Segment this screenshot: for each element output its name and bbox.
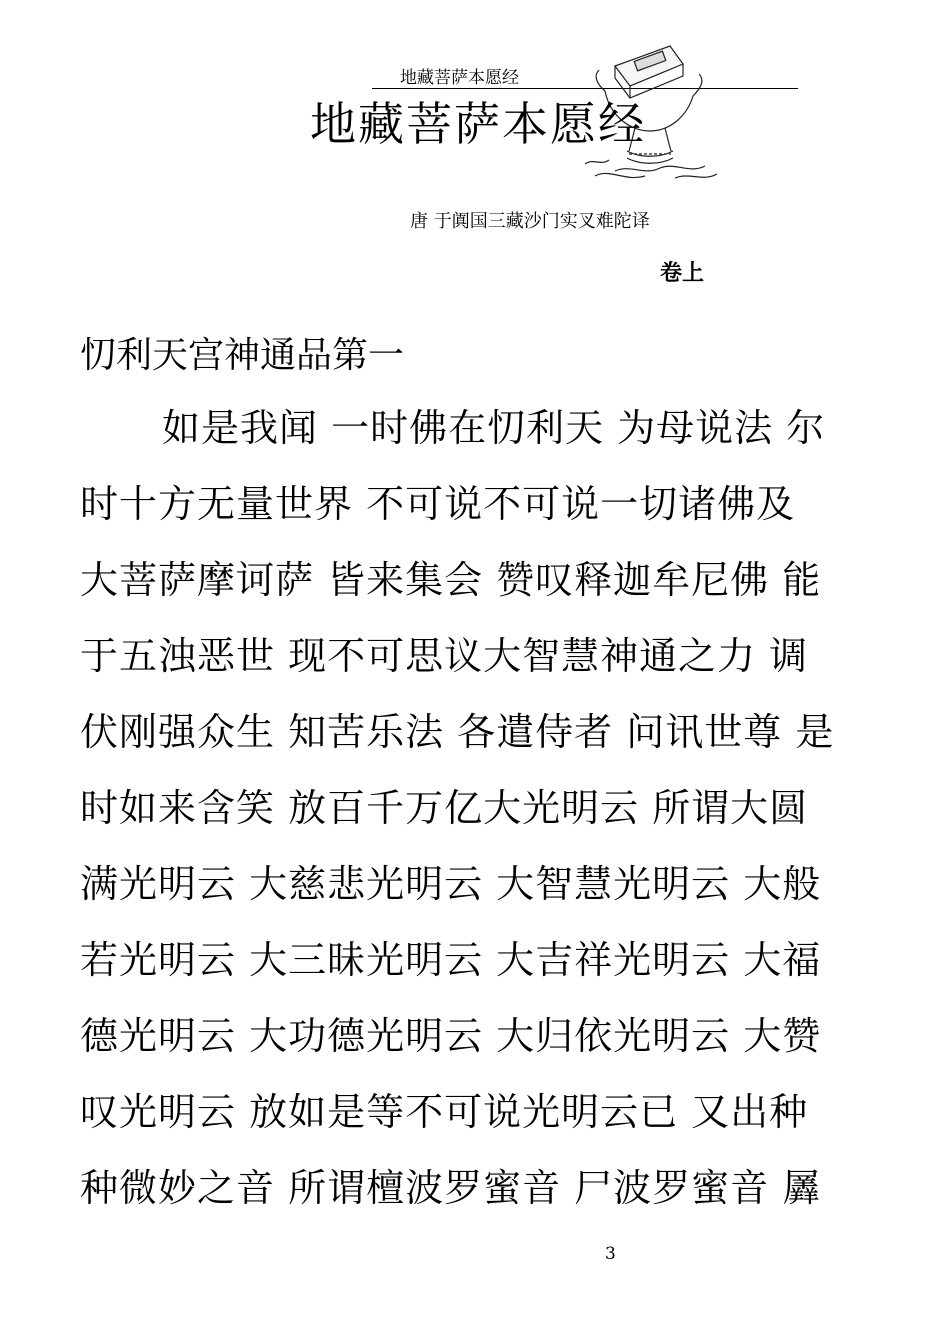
chapter-title: 忉利天宫神通品第一 (80, 335, 405, 376)
page-number: 3 (605, 1244, 616, 1264)
body-line: 大菩萨摩诃萨 皆来集会 赞叹释迦牟尼佛 能 (80, 558, 822, 602)
body-line: 德光明云 大功德光明云 大归依光明云 大赞 (80, 1014, 822, 1058)
body-line: 若光明云 大三昧光明云 大吉祥光明云 大福 (80, 938, 822, 982)
translator-line: 唐 于阗国三藏沙门实叉难陀译 (410, 211, 650, 232)
body-line: 满光明云 大慈悲光明云 大智慧光明云 大般 (80, 862, 822, 906)
sutra-body (80, 398, 875, 1234)
body-line: 时十方无量世界 不可说不可说一切诸佛及 (80, 482, 796, 526)
body-line: 伏刚强众生 知苦乐法 各遣侍者 问讯世尊 是 (80, 710, 835, 754)
volume-label: 卷上 (660, 261, 705, 286)
main-title: 地藏菩萨本愿经 (310, 97, 646, 151)
body-line: 叹光明云 放如是等不可说光明云已 又出种 (80, 1090, 809, 1134)
running-header: 地藏菩萨本愿经 (400, 68, 519, 88)
body-line: 种微妙之音 所谓檀波罗蜜音 尸波罗蜜音 羼 (80, 1166, 822, 1210)
body-line: 时如来含笑 放百千万亿大光明云 所谓大圆 (80, 786, 809, 830)
body-line: 如是我闻 一时佛在忉利天 为母说法 尔 (162, 406, 826, 450)
body-line: 于五浊恶世 现不可思议大智慧神通之力 调 (80, 634, 809, 678)
